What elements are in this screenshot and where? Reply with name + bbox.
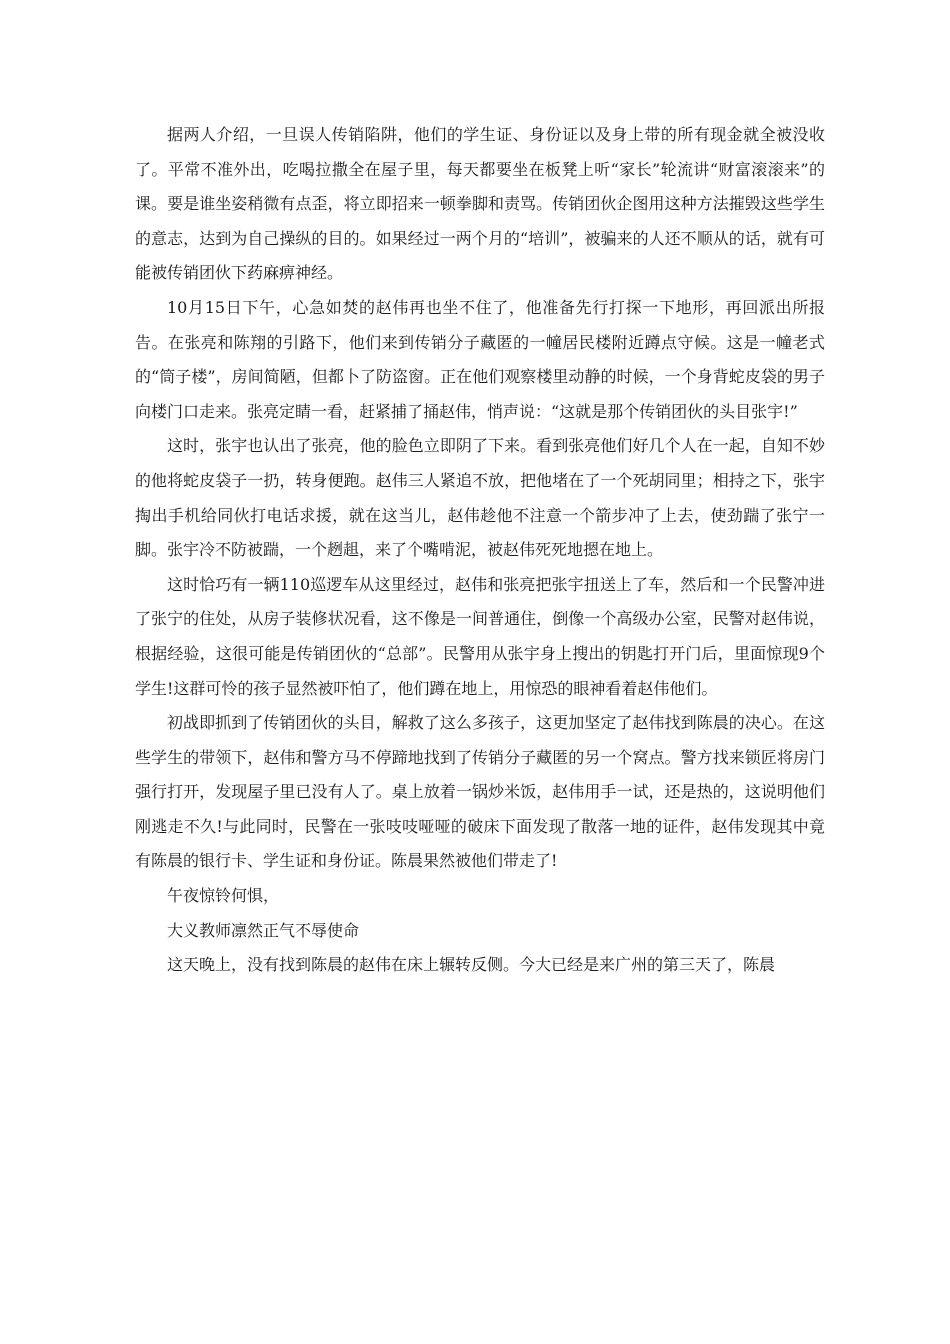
paragraph-5: 初战即抓到了传销团伙的头目，解救了这么多孩子，这更加坚定了赵伟找到陈晨的决心。在这些学生的带领下，赵伟和警方马不停蹄地找到了传销分子藏匿的另一个窝点。警方找来锁匠将房门强行打开，发现屋子里已没有人了。桌上放着一锅炒米饭，赵伟用手一试，还是热的，这说明他们刚逃走不久!与此同时，民警在一张吱吱哑哑的破床下面发现了散落一地的证件，赵伟发现其中竟有陈晨的银行卡、学生证和身份证。陈晨果然被他们带走了! — [135, 713, 825, 871]
section-heading-line-2: 大义教师凛然正气不辱使命 — [167, 920, 360, 940]
document-body — [135, 118, 825, 983]
paragraph-6: 这天晚上，没有找到陈晨的赵伟在床上辗转反侧。今大已经是来广州的第三天了，陈晨 — [167, 955, 776, 975]
paragraph-1: 据两人介绍，一旦误人传销陷阱，他们的学生证、身份证以及身上带的所有现金就全被没收了。平常不准外出，吃喝拉撒全在屋子里，每天都要坐在板凳上听“家长”轮流讲“财富滚滚来”的课。要是谁坐姿稍微有点歪，将立即招来一顿拳脚和责骂。传销团伙企图用这种方法摧毁这些学生的意志，达到为自己操纵的目的。如果经过一两个月的“培训”，被骗来的人还不顺从的话，就有可能被传销团伙下药麻痹神经。 — [135, 125, 825, 283]
paragraph-4: 这时恰巧有一辆110巡逻车从这里经过，赵伟和张亮把张宇扭送上了车，然后和一个民警冲进了张宁的住处，从房子装修状况看，这不像是一间普通住，倒像一个高级办公室，民警对赵伟说，根据经验，这很可能是传销团伙的“总部”。民警用从张宇身上搜出的钥匙打开门后，里面惊现9个学生!这群可怜的孩子显然被吓怕了，他们蹲在地上，用惊恐的眼神看着赵伟他们。 — [135, 574, 825, 698]
section-heading-line-1: 午夜惊铃何惧， — [167, 886, 280, 906]
paragraph-3: 这时，张宇也认出了张亮，他的脸色立即阴了下来。看到张亮他们好几个人在一起，自知不妙的他将蛇皮袋子一扔，转身便跑。赵伟三人紧追不放，把他堵在了一个死胡同里；相持之下，张宇掏出手机给同伙打电话求援，就在这当儿，赵伟趁他不注意一个箭步冲了上去，使劲踹了张宁一脚。张宇冷不防被踹，一个趔趄，来了个嘴啃泥，被赵伟死死地摁在地上。 — [135, 436, 825, 560]
paragraph-2: 10月15日下午，心急如焚的赵伟再也坐不住了，他准备先行打探一下地形，再回派出所报告。在张亮和陈翔的引路下，他们来到传销分子藏匿的一幢居民楼附近蹲点守候。这是一幢老式的“筒子楼”，房间简陋，但都卜了防盗窗。正在他们观察楼里动静的时候，一个身背蛇皮袋的男子向楼门口走来。张亮定睛一看，赶紧捕了捅赵伟，悄声说：“这就是那个传销团伙的头目张宇!” — [135, 297, 825, 421]
